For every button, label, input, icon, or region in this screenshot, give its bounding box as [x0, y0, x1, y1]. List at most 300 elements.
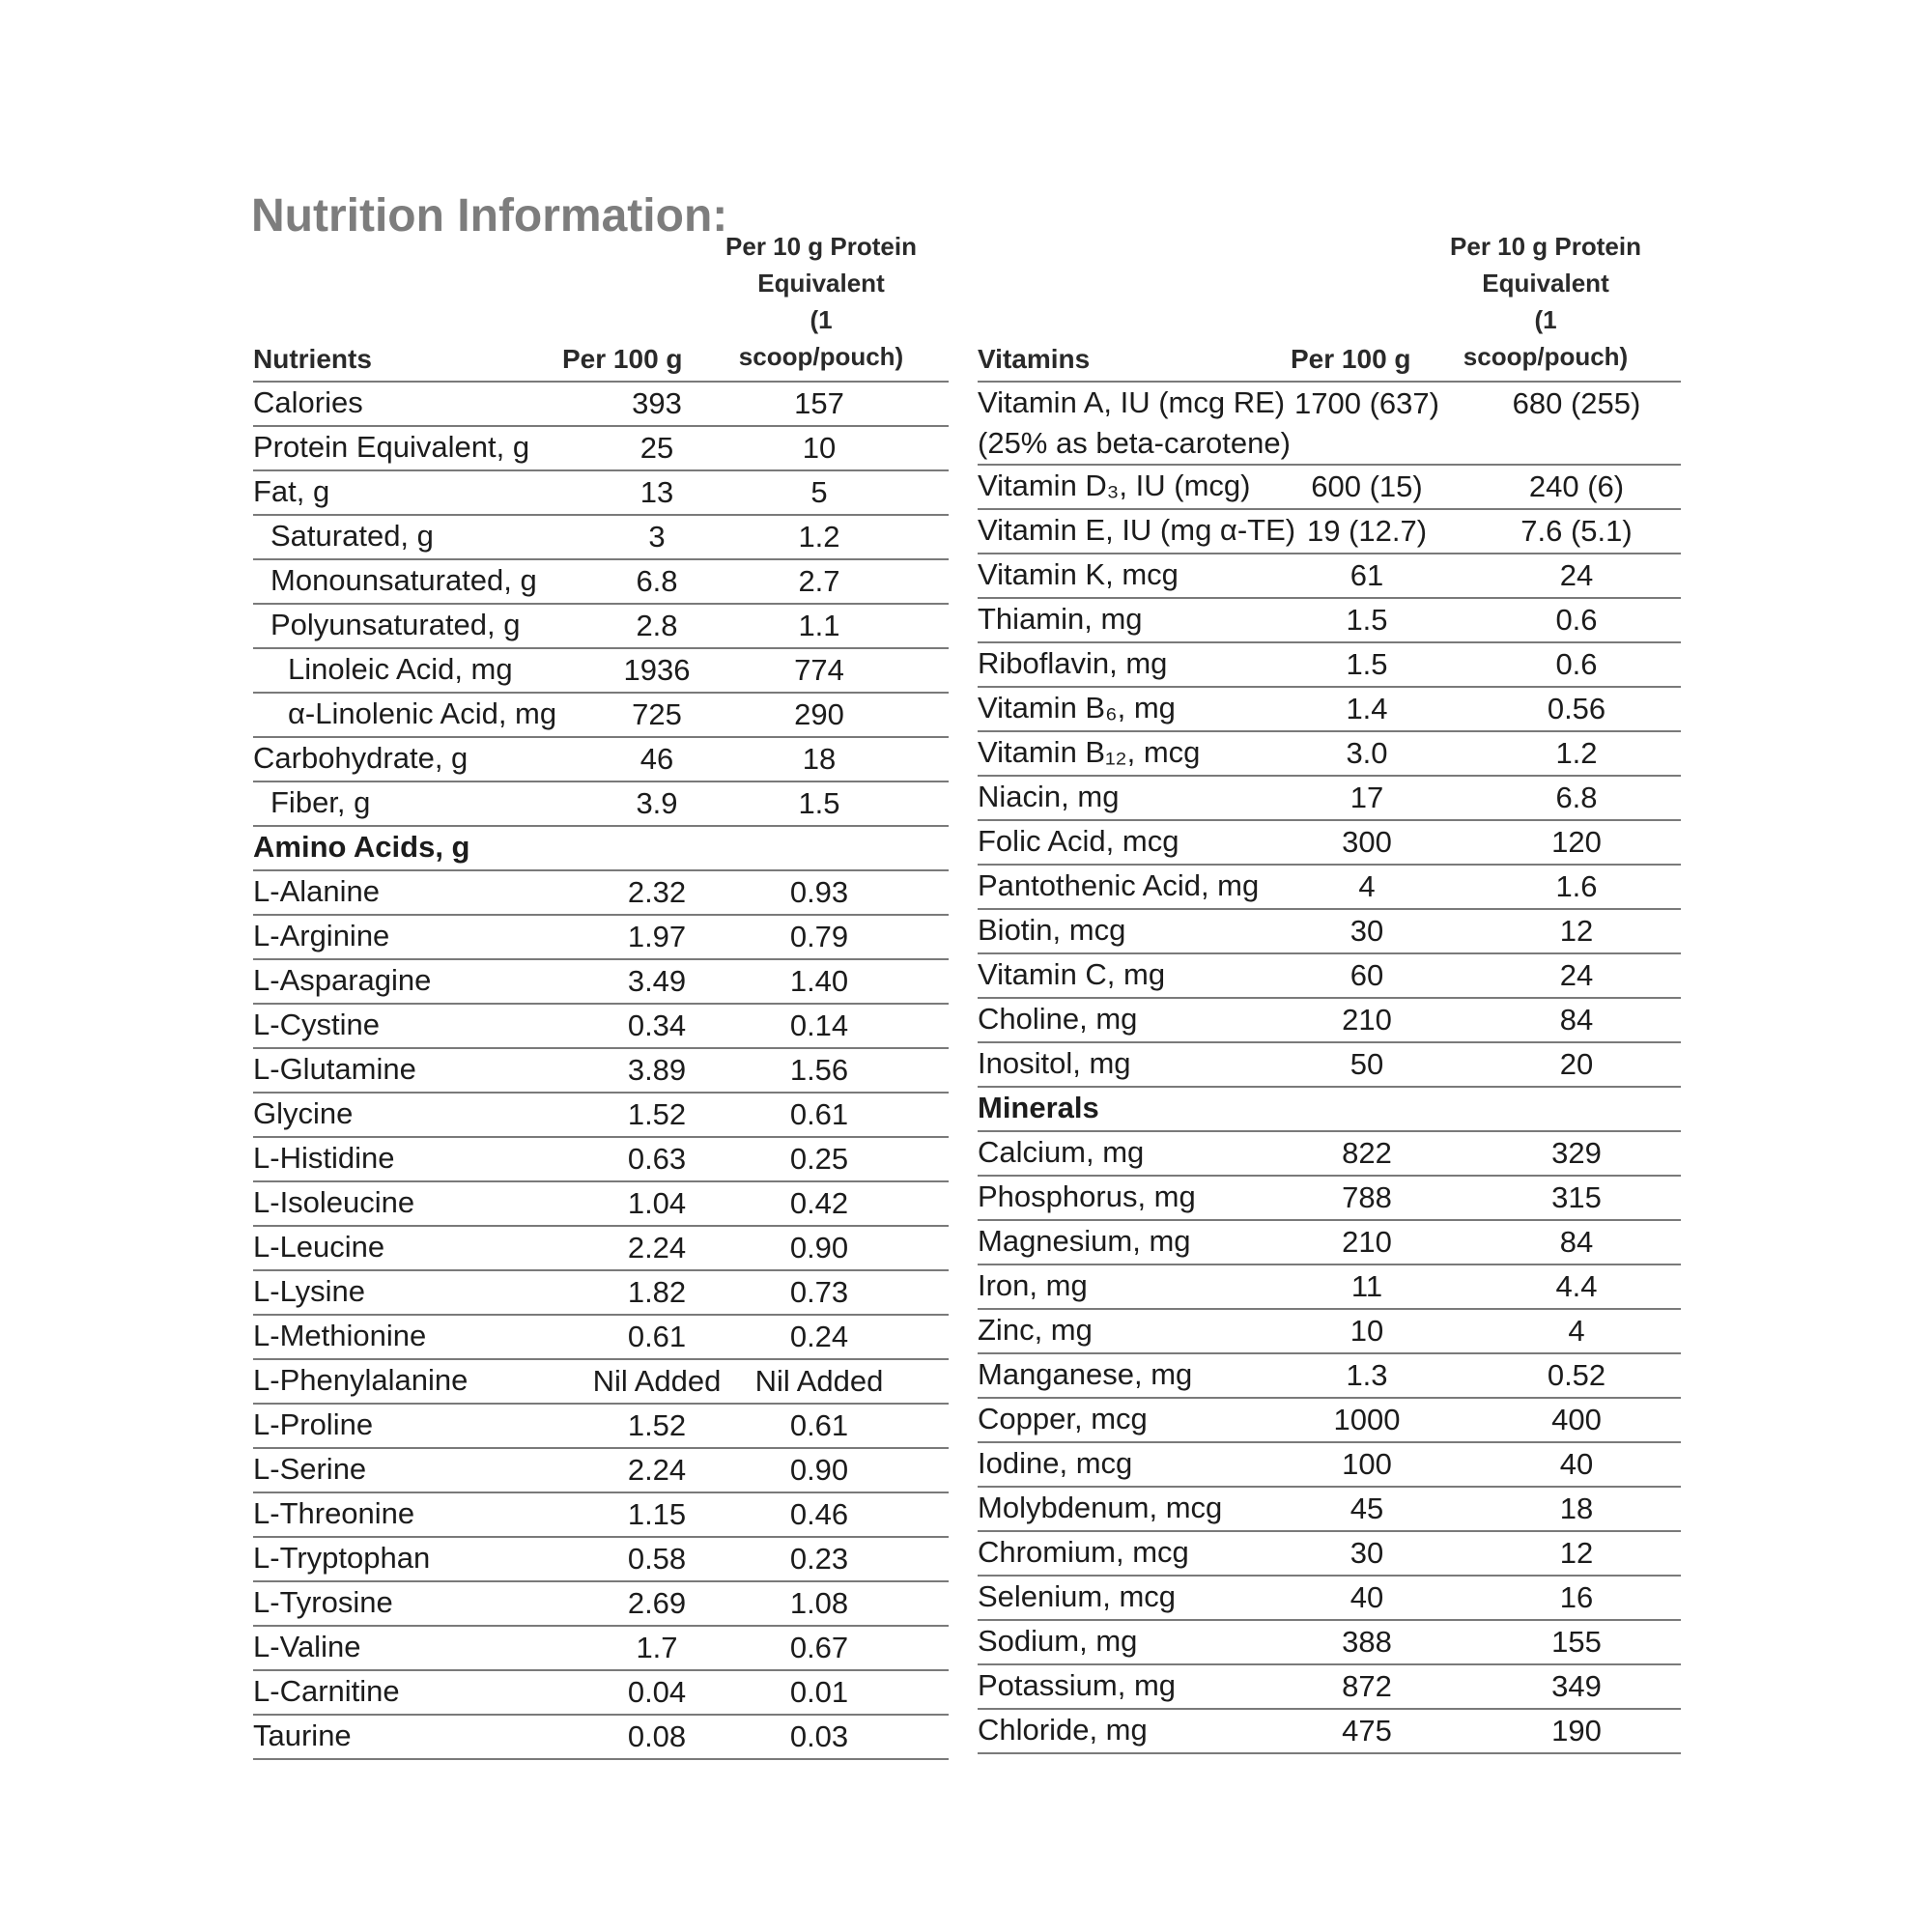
value-per-10g-protein: 5 — [810, 475, 828, 509]
value-per-100g: 872 — [1342, 1669, 1392, 1703]
value-per-100g: 1.4 — [1346, 692, 1388, 725]
table-row — [978, 732, 1681, 777]
header-per-100g: Per 100 g — [562, 344, 683, 374]
value-per-10g-protein: 240 (6) — [1528, 469, 1625, 503]
table-row — [978, 643, 1681, 688]
value-per-100g: 388 — [1342, 1625, 1392, 1659]
row-label-text: L-Asparagine — [253, 963, 432, 997]
value-per-10g-protein: 12 — [1559, 914, 1594, 948]
value-per-100g: 3.49 — [627, 964, 687, 998]
row-label — [978, 510, 1295, 551]
value-per-10g-protein: 155 — [1551, 1625, 1602, 1659]
header-per-10g-protein — [724, 228, 918, 375]
row-label-text: Saturated, g — [270, 519, 434, 553]
value-per-100g: 300 — [1342, 825, 1392, 859]
table-row — [978, 1177, 1681, 1221]
row-label — [978, 643, 1167, 684]
row-label-text: Vitamin K, mcg — [978, 557, 1179, 591]
value-per-100g: 0.08 — [627, 1719, 687, 1753]
row-label-text: Vitamin D₃, IU (mcg) — [978, 469, 1251, 502]
row-label — [978, 1665, 1176, 1706]
row-label — [978, 599, 1143, 639]
value-per-10g-protein: 0.42 — [789, 1186, 849, 1220]
value-per-100g: 1.7 — [636, 1631, 678, 1664]
row-label-text: L-Arginine — [253, 919, 390, 952]
table-row — [253, 1582, 949, 1627]
row-label-text: Thiamin, mg — [978, 602, 1143, 636]
value-per-10g-protein: 157 — [794, 386, 844, 420]
table-row — [253, 1094, 949, 1138]
value-per-10g-protein: Nil Added — [754, 1364, 884, 1398]
row-label-text: Vitamin B₁₂, mcg — [978, 735, 1201, 769]
table-row — [978, 910, 1681, 954]
row-label — [978, 1310, 1093, 1350]
table-row — [253, 782, 949, 827]
row-label — [978, 1621, 1137, 1662]
row-label-text: Potassium, mg — [978, 1668, 1177, 1702]
row-label — [978, 1043, 1131, 1084]
value-per-100g: 1.82 — [627, 1275, 687, 1309]
row-label-text: Vitamin E, IU (mg α-TE) — [978, 513, 1296, 547]
row-label-text: L-Threonine — [253, 1496, 415, 1530]
nutrients-rows — [253, 383, 949, 1760]
value-per-10g-protein: 24 — [1559, 958, 1594, 992]
value-per-10g-protein: 0.23 — [789, 1542, 849, 1576]
row-label-text: Pantothenic Acid, mg — [978, 868, 1260, 902]
header-per-10g-line2: Equivalent — [1482, 269, 1609, 298]
value-per-10g-protein: 349 — [1551, 1669, 1602, 1703]
value-per-100g: 1.97 — [627, 920, 687, 953]
value-per-100g: 45 — [1350, 1492, 1384, 1525]
section-heading — [978, 1088, 1099, 1128]
row-label — [978, 1177, 1196, 1217]
row-label-text-line2: (25% as beta-carotene) — [978, 426, 1291, 460]
row-label — [253, 1271, 365, 1312]
table-row — [978, 1310, 1681, 1354]
header-per-10g-line1: Per 10 g Protein — [1450, 232, 1641, 261]
value-per-10g-protein: 0.24 — [789, 1320, 849, 1353]
value-per-100g: 19 (12.7) — [1306, 514, 1428, 548]
value-per-100g: 725 — [632, 697, 682, 731]
row-label-text: L-Proline — [253, 1407, 374, 1441]
value-per-100g: 3.0 — [1346, 736, 1388, 770]
value-per-100g: 1.5 — [1346, 603, 1388, 637]
value-per-10g-protein: 0.25 — [789, 1142, 849, 1176]
row-label — [253, 1582, 393, 1623]
table-row — [253, 1316, 949, 1360]
row-label-text: Selenium, mcg — [978, 1579, 1177, 1613]
table-row — [253, 1449, 949, 1493]
value-per-100g: 17 — [1350, 781, 1384, 814]
value-per-10g-protein: 0.01 — [789, 1675, 849, 1709]
value-per-10g-protein: 0.52 — [1547, 1358, 1606, 1392]
row-label — [978, 1221, 1191, 1262]
row-label-text: Minerals — [978, 1091, 1099, 1124]
row-label-text: Biotin, mcg — [978, 913, 1126, 947]
value-per-100g: 25 — [639, 431, 674, 465]
value-per-100g: 30 — [1350, 1536, 1384, 1570]
table-row — [253, 1538, 949, 1582]
row-label-text: Vitamin A, IU (mcg RE) — [978, 385, 1286, 419]
row-label-text: Iodine, mcg — [978, 1446, 1133, 1480]
value-per-100g: 30 — [1350, 914, 1384, 948]
row-label — [978, 732, 1200, 773]
value-per-10g-protein: 84 — [1559, 1225, 1594, 1259]
row-label-text: L-Histidine — [253, 1141, 395, 1175]
value-per-100g: 1.52 — [627, 1408, 687, 1442]
row-label — [978, 866, 1259, 906]
value-per-100g: 100 — [1342, 1447, 1392, 1481]
value-per-100g: 3 — [648, 520, 666, 554]
row-label-text: Copper, mcg — [978, 1402, 1148, 1435]
value-per-100g: 822 — [1342, 1136, 1392, 1170]
row-label — [288, 649, 513, 690]
table-row — [978, 954, 1681, 999]
table-row — [253, 427, 949, 471]
row-label-text: Carbohydrate, g — [253, 741, 469, 775]
header-per-10g-line3: (1 scoop/pouch) — [1463, 305, 1629, 371]
row-label-text: Zinc, mg — [978, 1313, 1093, 1347]
value-per-100g: 61 — [1350, 558, 1384, 592]
table-row — [978, 688, 1681, 732]
value-per-100g: Nil Added — [592, 1364, 722, 1398]
value-per-10g-protein: 18 — [1559, 1492, 1594, 1525]
value-per-10g-protein: 329 — [1551, 1136, 1602, 1170]
table-row — [978, 599, 1681, 643]
value-per-100g: 1.5 — [1346, 647, 1388, 681]
row-label — [253, 427, 529, 468]
row-label — [978, 688, 1176, 728]
row-label — [978, 910, 1125, 951]
value-per-100g: 0.63 — [627, 1142, 687, 1176]
row-label-text: Linoleic Acid, mg — [288, 652, 513, 686]
row-label-text: Magnesium, mg — [978, 1224, 1191, 1258]
table-row — [253, 649, 949, 694]
value-per-10g-protein: 0.79 — [789, 920, 849, 953]
value-per-100g: 3.89 — [627, 1053, 687, 1087]
row-label-text: Iron, mg — [978, 1268, 1088, 1302]
value-per-10g-protein: 16 — [1559, 1580, 1594, 1614]
row-label-text: Vitamin B₆, mg — [978, 691, 1176, 724]
row-label-text: L-Valine — [253, 1630, 361, 1663]
nutrients-table-header — [253, 232, 949, 383]
table-row — [978, 1265, 1681, 1310]
row-label — [253, 1671, 400, 1712]
value-per-10g-protein: 20 — [1559, 1047, 1594, 1081]
vitamins-rows — [978, 383, 1681, 1754]
table-row — [253, 1716, 949, 1760]
header-per-10g-protein — [1449, 228, 1642, 375]
table-row — [253, 471, 949, 516]
value-per-10g-protein: 10 — [802, 431, 837, 465]
value-per-10g-protein: 0.90 — [789, 1231, 849, 1264]
vitamins-minerals-table — [978, 232, 1681, 1754]
value-per-10g-protein: 40 — [1559, 1447, 1594, 1481]
table-row — [253, 1182, 949, 1227]
table-row — [978, 821, 1681, 866]
row-label — [253, 916, 389, 956]
row-label-text: Phosphorus, mg — [978, 1179, 1196, 1213]
table-row — [253, 605, 949, 649]
row-label — [288, 694, 556, 734]
value-per-100g: 210 — [1342, 1003, 1392, 1037]
row-label-text: Fat, g — [253, 474, 330, 508]
value-per-10g-protein: 12 — [1559, 1536, 1594, 1570]
value-per-10g-protein: 0.6 — [1555, 603, 1598, 637]
table-row — [978, 1710, 1681, 1754]
value-per-10g-protein: 1.2 — [798, 520, 840, 554]
row-label-text: Molybdenum, mcg — [978, 1491, 1223, 1524]
row-label — [270, 560, 537, 601]
value-per-10g-protein: 0.6 — [1555, 647, 1598, 681]
row-label — [978, 821, 1179, 862]
table-row — [253, 1360, 949, 1405]
row-label — [270, 605, 521, 645]
vitamins-table-header — [978, 232, 1681, 383]
value-per-100g: 0.04 — [627, 1675, 687, 1709]
value-per-10g-protein: 0.14 — [789, 1009, 849, 1042]
row-label-text: α-Linolenic Acid, mg — [288, 696, 557, 730]
table-row — [978, 1043, 1681, 1088]
row-label — [978, 1354, 1192, 1395]
table-row — [253, 560, 949, 605]
value-per-10g-protein: 2.7 — [798, 564, 840, 598]
table-row — [253, 1005, 949, 1049]
row-label-text: Chromium, mcg — [978, 1535, 1189, 1569]
row-label — [253, 1182, 414, 1223]
value-per-10g-protein: 1.5 — [798, 786, 840, 820]
table-row — [978, 1532, 1681, 1577]
table-row — [978, 1443, 1681, 1488]
row-label — [978, 1399, 1148, 1439]
row-label — [253, 1538, 430, 1578]
header-per-10g-line2: Equivalent — [757, 269, 885, 298]
page-title: Nutrition Information: — [251, 190, 728, 242]
value-per-10g-protein: 774 — [794, 653, 844, 687]
value-per-100g: 11 — [1350, 1269, 1383, 1303]
value-per-10g-protein: 4.4 — [1555, 1269, 1598, 1303]
value-per-100g: 210 — [1342, 1225, 1392, 1259]
value-per-10g-protein: 0.73 — [789, 1275, 849, 1309]
table-row — [978, 999, 1681, 1043]
row-label-text: L-Carnitine — [253, 1674, 400, 1708]
value-per-10g-protein: 290 — [794, 697, 844, 731]
value-per-100g: 0.58 — [627, 1542, 687, 1576]
value-per-100g: 1.3 — [1346, 1358, 1388, 1392]
value-per-10g-protein: 1.1 — [798, 609, 840, 642]
table-row — [978, 1088, 1681, 1132]
row-label-text: Polyunsaturated, g — [270, 608, 521, 641]
value-per-10g-protein: 400 — [1551, 1403, 1602, 1436]
value-per-10g-protein: 315 — [1551, 1180, 1602, 1214]
value-per-100g: 1936 — [623, 653, 691, 687]
header-per-10g-line3: (1 scoop/pouch) — [738, 305, 904, 371]
value-per-10g-protein: 24 — [1559, 558, 1594, 592]
row-label-text: Vitamin C, mg — [978, 957, 1166, 991]
value-per-100g: 6.8 — [636, 564, 678, 598]
row-label-text: Glycine — [253, 1096, 354, 1130]
table-row — [253, 916, 949, 960]
row-label — [978, 999, 1137, 1039]
row-label — [978, 1710, 1148, 1750]
value-per-100g: 3.9 — [636, 786, 678, 820]
value-per-10g-protein: 0.67 — [789, 1631, 849, 1664]
header-per-100g: Per 100 g — [1291, 344, 1411, 374]
row-label — [253, 1005, 380, 1045]
header-vitamins: Vitamins — [978, 344, 1091, 374]
value-per-100g: 4 — [1358, 869, 1376, 903]
row-label — [253, 471, 329, 512]
table-row — [978, 1577, 1681, 1621]
table-row — [253, 1138, 949, 1182]
table-row — [978, 510, 1681, 554]
value-per-100g: 0.61 — [627, 1320, 687, 1353]
value-per-100g: 50 — [1350, 1047, 1384, 1081]
row-label-text: Calories — [253, 385, 363, 419]
value-per-10g-protein: 1.6 — [1555, 869, 1598, 903]
row-label — [978, 1488, 1222, 1528]
value-per-10g-protein: 0.46 — [789, 1497, 849, 1531]
table-row — [253, 516, 949, 560]
value-per-10g-protein: 7.6 (5.1) — [1520, 514, 1633, 548]
row-label-text: L-Glutamine — [253, 1052, 416, 1086]
table-row — [978, 1221, 1681, 1265]
value-per-100g: 2.24 — [627, 1453, 687, 1487]
row-label — [978, 954, 1165, 995]
table-row — [978, 1399, 1681, 1443]
row-label-text: Folic Acid, mcg — [978, 824, 1179, 858]
value-per-100g: 600 (15) — [1311, 469, 1423, 503]
row-label — [253, 1316, 426, 1356]
table-row — [253, 694, 949, 738]
table-row — [253, 1671, 949, 1716]
table-row — [978, 1354, 1681, 1399]
value-per-10g-protein: 84 — [1559, 1003, 1594, 1037]
value-per-100g: 1.52 — [627, 1097, 687, 1131]
value-per-100g: 788 — [1342, 1180, 1392, 1214]
table-row — [253, 1227, 949, 1271]
row-label — [253, 1360, 468, 1401]
row-label — [978, 466, 1250, 506]
value-per-100g: 2.8 — [636, 609, 678, 642]
row-label-text: Choline, mg — [978, 1002, 1138, 1036]
table-row — [978, 777, 1681, 821]
row-label — [978, 1577, 1176, 1617]
row-label — [253, 1049, 416, 1090]
row-label — [253, 1449, 366, 1490]
value-per-100g: 1000 — [1333, 1403, 1401, 1436]
row-label — [253, 1138, 394, 1179]
row-label — [253, 960, 431, 1001]
table-row — [253, 383, 949, 427]
value-per-100g: 2.24 — [627, 1231, 687, 1264]
value-per-100g: 46 — [639, 742, 674, 776]
row-label-text: Manganese, mg — [978, 1357, 1193, 1391]
row-label — [253, 1227, 384, 1267]
row-label-text: L-Lysine — [253, 1274, 366, 1308]
table-row — [253, 1049, 949, 1094]
row-label-text: L-Leucine — [253, 1230, 385, 1264]
row-label-text: Niacin, mg — [978, 780, 1120, 813]
row-label — [978, 1132, 1144, 1173]
value-per-10g-protein: 0.90 — [789, 1453, 849, 1487]
row-label-text: Chloride, mg — [978, 1713, 1148, 1747]
value-per-10g-protein: 1.56 — [789, 1053, 849, 1087]
row-label — [978, 554, 1179, 595]
row-label — [253, 871, 380, 912]
value-per-10g-protein: 0.56 — [1547, 692, 1606, 725]
row-label-text: Monounsaturated, g — [270, 563, 537, 597]
value-per-100g: 1.15 — [627, 1497, 687, 1531]
row-label-text: Taurine — [253, 1719, 352, 1752]
table-row — [253, 871, 949, 916]
row-label — [978, 1532, 1189, 1573]
row-label-text: L-Cystine — [253, 1008, 380, 1041]
row-label — [978, 777, 1119, 817]
value-per-100g: 0.34 — [627, 1009, 687, 1042]
row-label — [253, 1493, 414, 1534]
row-label-text: L-Isoleucine — [253, 1185, 415, 1219]
table-row — [253, 827, 949, 871]
row-label-text: Riboflavin, mg — [978, 646, 1168, 680]
table-row — [253, 1627, 949, 1671]
table-row — [978, 1488, 1681, 1532]
row-label-text: L-Tyrosine — [253, 1585, 393, 1619]
row-label — [270, 782, 370, 823]
value-per-10g-protein: 120 — [1551, 825, 1602, 859]
row-label — [253, 1094, 353, 1134]
row-label-text: Inositol, mg — [978, 1046, 1131, 1080]
header-nutrients: Nutrients — [253, 344, 372, 374]
table-row — [978, 466, 1681, 510]
row-label-text: L-Serine — [253, 1452, 367, 1486]
value-per-100g: 10 — [1350, 1314, 1384, 1348]
table-row — [253, 1271, 949, 1316]
value-per-100g: 60 — [1350, 958, 1384, 992]
row-label-text: Protein Equivalent, g — [253, 430, 530, 464]
row-label-text: Amino Acids, g — [253, 830, 470, 864]
row-label-text: Calcium, mg — [978, 1135, 1145, 1169]
table-row — [253, 738, 949, 782]
value-per-100g: 393 — [632, 386, 682, 420]
value-per-10g-protein: 6.8 — [1555, 781, 1598, 814]
row-label-text: Fiber, g — [270, 785, 371, 819]
table-row — [253, 960, 949, 1005]
row-label — [978, 383, 1291, 464]
row-label — [978, 1443, 1132, 1484]
row-label-text: L-Phenylalanine — [253, 1363, 469, 1397]
value-per-10g-protein: 1.2 — [1555, 736, 1598, 770]
value-per-100g: 13 — [639, 475, 674, 509]
value-per-10g-protein: 18 — [802, 742, 837, 776]
table-row — [253, 1405, 949, 1449]
row-label-text: Sodium, mg — [978, 1624, 1138, 1658]
value-per-100g: 1700 (637) — [1294, 386, 1439, 420]
row-label-text: L-Tryptophan — [253, 1541, 431, 1575]
table-row — [253, 1493, 949, 1538]
nutrients-table — [253, 232, 949, 1760]
value-per-10g-protein: 680 (255) — [1512, 386, 1641, 420]
table-row — [978, 1665, 1681, 1710]
table-row — [978, 383, 1681, 466]
table-row — [978, 866, 1681, 910]
row-label — [253, 1627, 360, 1667]
value-per-100g: 40 — [1350, 1580, 1384, 1614]
value-per-10g-protein: 1.40 — [789, 964, 849, 998]
header-per-10g-line1: Per 10 g Protein — [725, 232, 917, 261]
value-per-10g-protein: 0.93 — [789, 875, 849, 909]
table-row — [978, 554, 1681, 599]
